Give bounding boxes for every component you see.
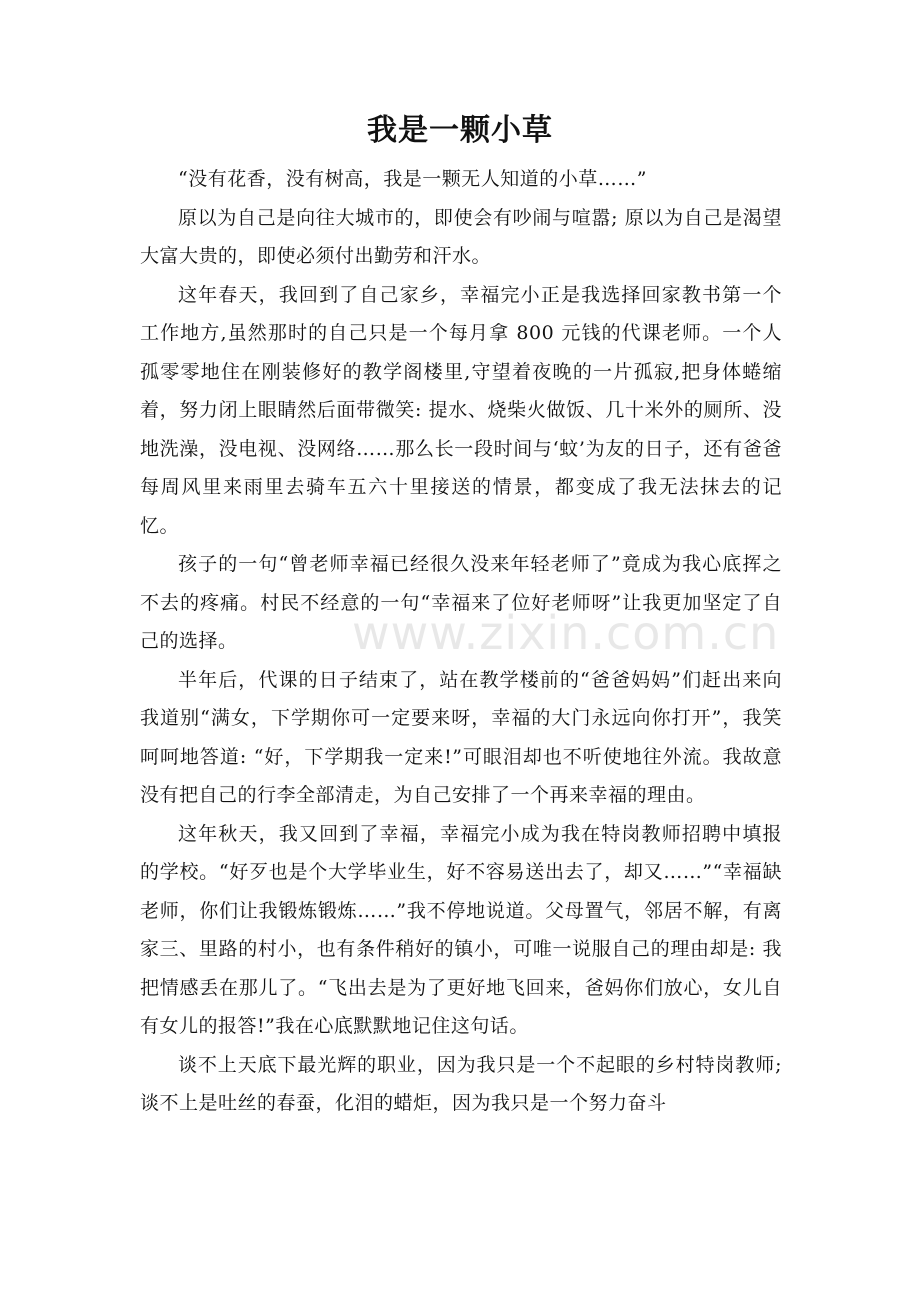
paragraph-1: “没有花香，没有树高，我是一颗无人知道的小草……” [178,168,647,190]
paragraph-5: 半年后，代课的日子结束了，站在教学楼前的“爸爸妈妈”们赶出来向我道别“满女，下学期你可一定要来呀，幸福的大门永远向你打开”，我笑呵呵地答道: “好，下学期我一定来!”可眼泪却也不听使地往外流。我故意没有把自己的行李全部清走，为自己安排了一个再来幸福的理由。 [140,668,782,806]
paragraph-7: 谈不上天底下最光辉的职业，因为我只是一个不起眼的乡村特岗教师; 谈不上是吐丝的春蚕，化泪的蜡炬，因为我只是一个努力奋斗 [140,1053,782,1114]
paragraph-6: 这年秋天，我又回到了幸福，幸福完小成为我在特岗教师招聘中填报的学校。“好歹也是个大学毕业生，好不容易送出去了，却又……”“幸福缺老师，你们让我锻炼锻炼……”我不停地说道。父母置气，邻居不解，有离家三、里路的村小，也有条件稍好的镇小，可唯一说服自己的理由却是: 我把情感丢在那儿了。“飞出去是为了更好地飞回来，爸妈你们放心，女儿自有女儿的报答!”我在心底默默地记住这句话。 [140,822,782,1037]
document-body [140,160,782,1123]
paragraph-2: 原以为自己是向往大城市的，即使会有吵闹与喧嚣; 原以为自己是渴望大富大贵的，即使必须付出勤劳和汗水。 [140,206,782,267]
watermark: www.zixin.com.cn [352,606,780,660]
paragraph-3: 这年春天，我回到了自己家乡，幸福完小正是我选择回家教书第一个工作地方,虽然那时的自己只是一个每月拿 800 元钱的代课老师。一个人孤零零地住在刚装修好的教学阁楼里,守望着夜晚的一片孤寂,把身体蜷缩着，努力闭上眼睛然后面带微笑: 提水、烧柴火做饭、几十米外的厕所、没地洗澡，没电视、没网络……那么长一段时间与‘蚊’为友的日子，还有爸爸每周风里来雨里去骑车五六十里接送的情景，都变成了我无法抹去的记忆。 [140,283,782,537]
paragraph-4: 孩子的一句“曾老师幸福已经很久没来年轻老师了”竟成为我心底挥之不去的疼痛。村民不经意的一句“幸福来了位好老师呀”让我更加坚定了自己的选择。 [140,553,782,652]
page-title: 我是一颗小草 [367,113,553,148]
